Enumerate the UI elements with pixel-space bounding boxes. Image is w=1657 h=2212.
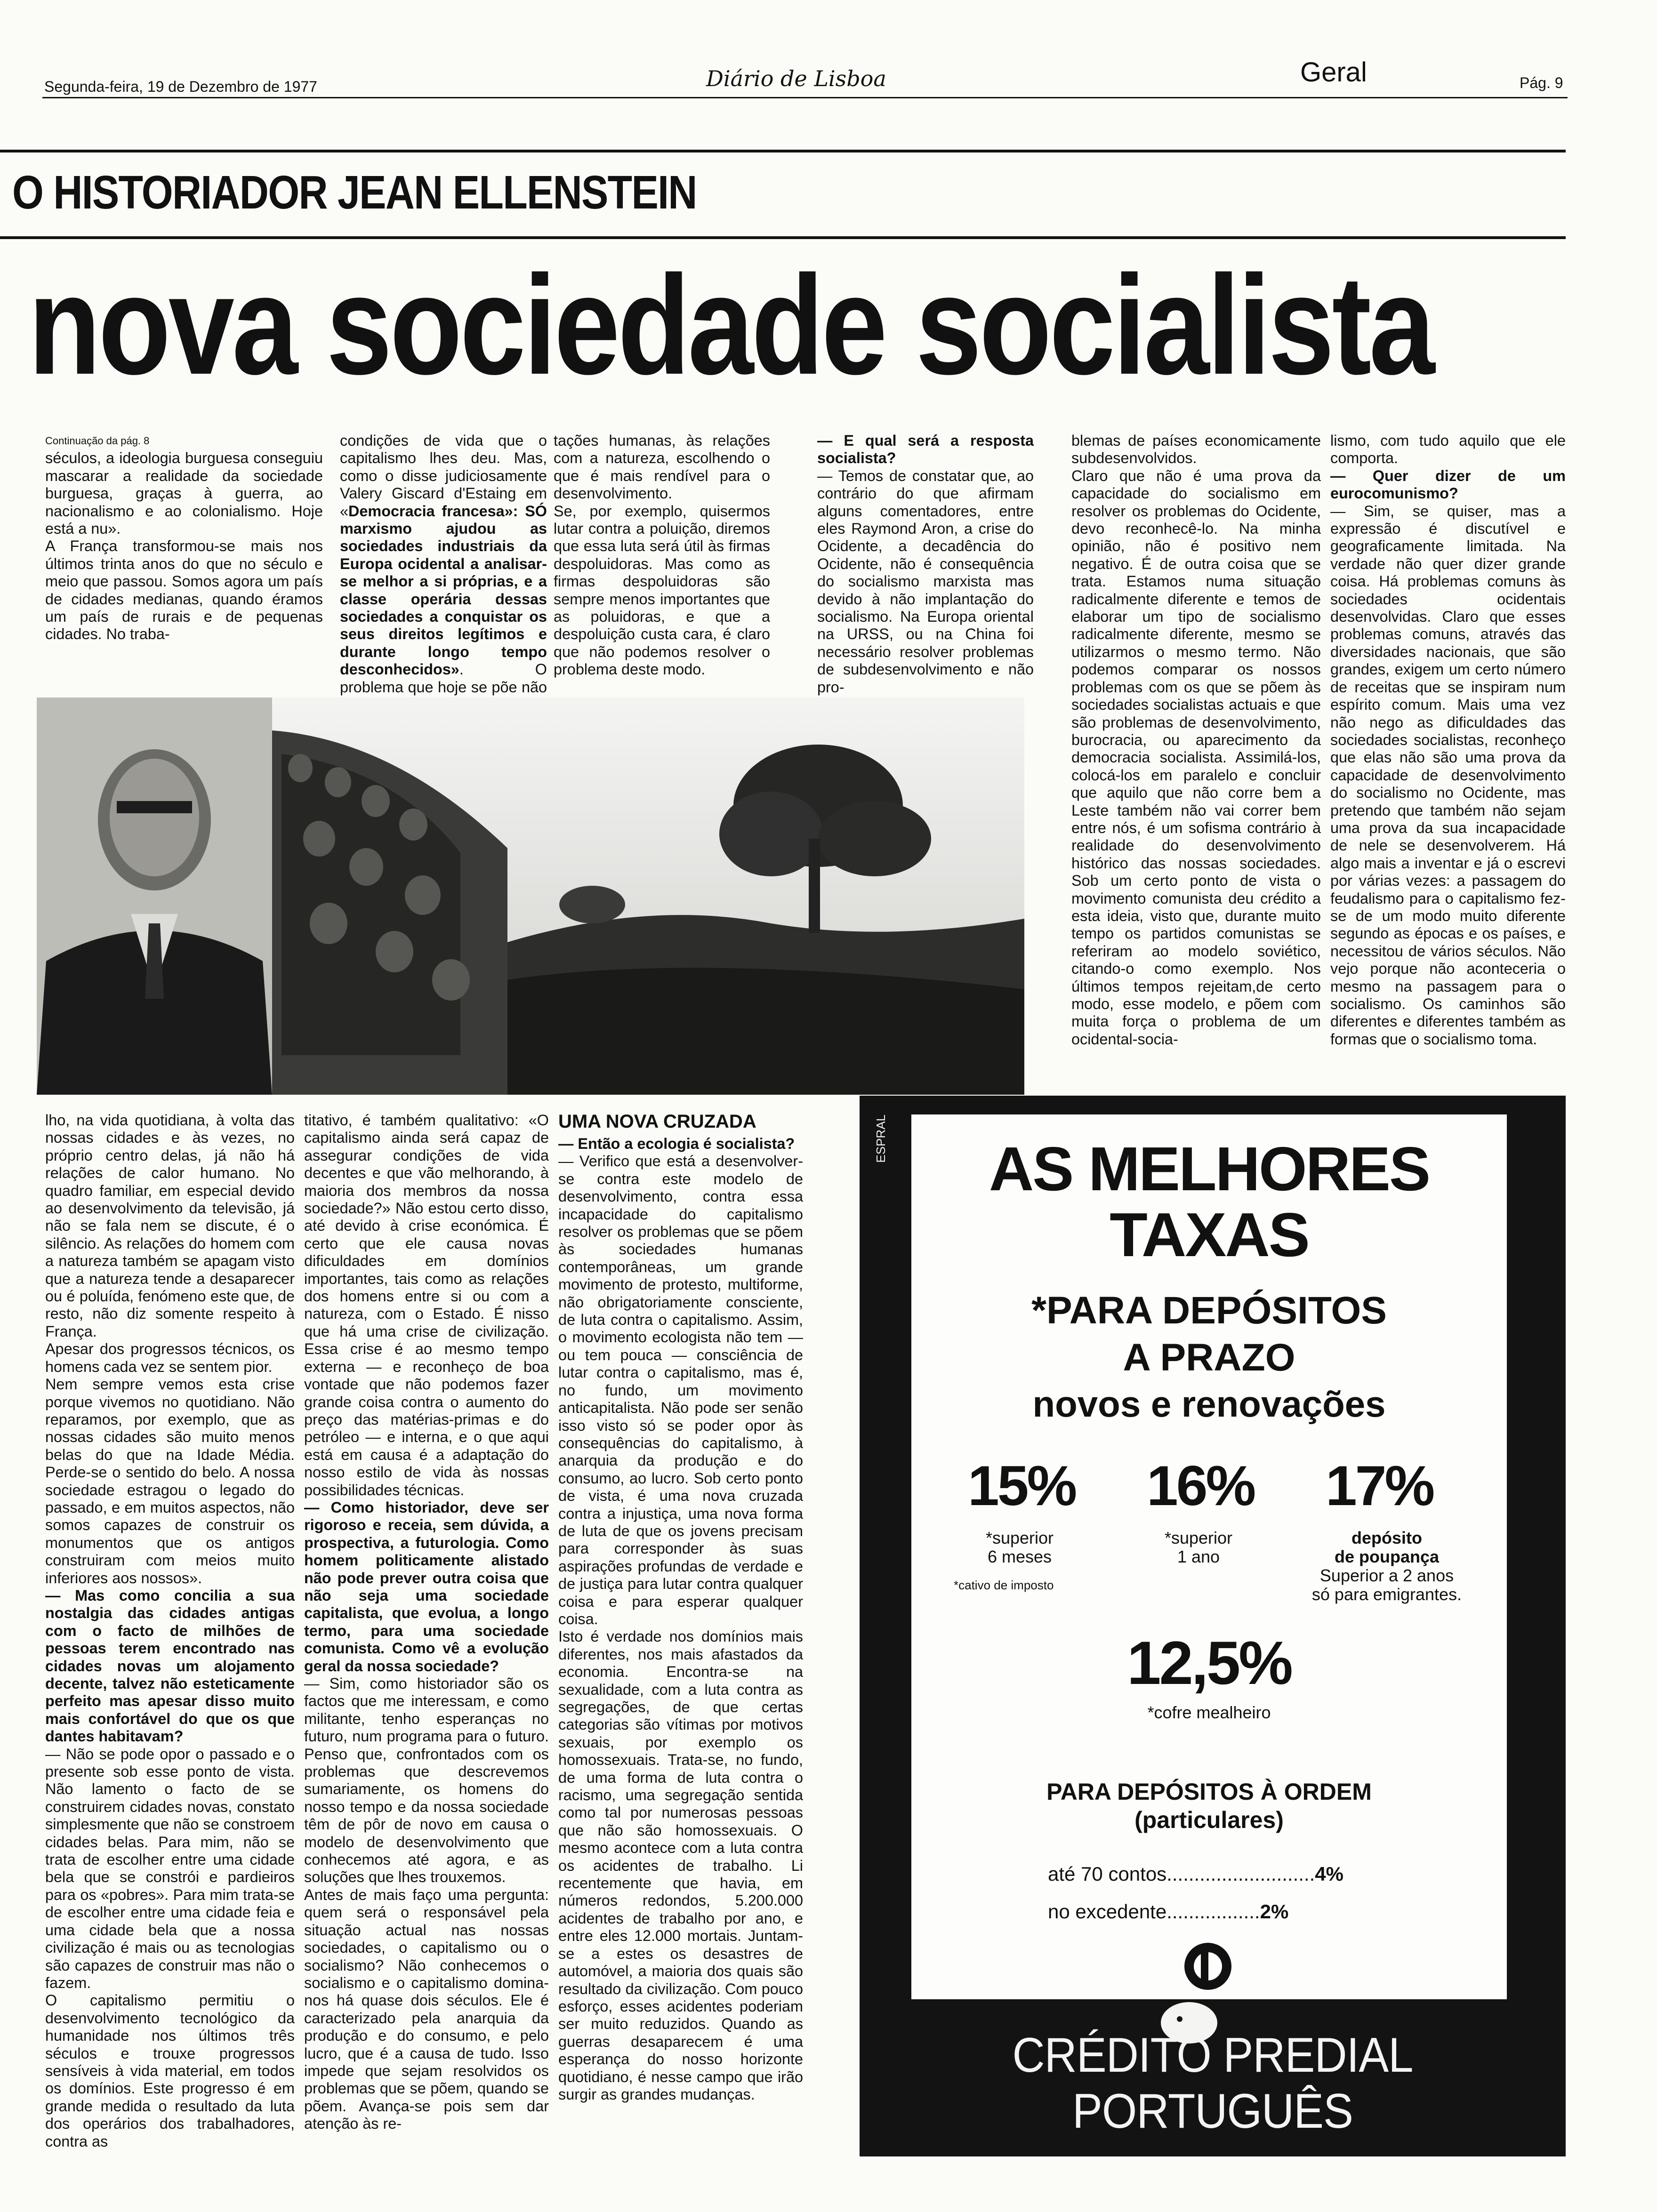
rate-label: *superior 6 meses (985, 1528, 1054, 1566)
paragraph: Isto é verdade nos domínios mais diferentes, nos mais afastados da economia. Encontra-se na sexualidade, com a luta contra as segregações, de que certas categorias são vítimas por motivos sexuais, por exemplo os homossexuais. Trata-se, no fundo, de uma forma de luta contra o racismo, uma segregação sentida como tal por numerosas pessoas que não são homossexuais. O mesmo acontece com a luta contra os acidentes de trabalho. Li recentemente que havia, em números redondos, 5.200.000 acidentes de trabalho por ano, e entre eles 12.000 mortais. Juntam-se a estes os desastres de automóvel, a maioria dos quais são resultado da civilização. Com pouco esforço, esses acidentes poderiam ser muito reduzidos. Quando as guerras desaparecem é uma esperança do nosso horizonte quotidiano, é nesse campo que irão surgir as grandes mudanças. (558, 1628, 803, 2103)
page-number: Pág. 9 (1520, 74, 1563, 91)
paragraph: — Verifico que está a desenvolver-se contra este modelo de desenvolvimento, contra essa incapacidade do capitalismo resolver os problemas que se põem às sociedades humanas contemporâneas, um grande movimento de protesto, multiforme, não obrigatoriamente consciente, de luta contra o capitalismo. Assim, o movimento ecologista não tem — ou tem pouca — consciência de lutar contra o capitalismo, mas é, no fundo, um movimento anticapitalista. Não pode ser senão isso visto só se poder opor às consequências do capitalismo, à anarquia da produção e do consumo, ao lucro. Sob certo ponto de vista, é uma nova cruzada contra a injustiça, uma nova forma de luta de que os jovens precisam para corresponder às suas aspirações profundas de verdade e de justiça para lutar contra qualquer coisa e para esperar qualquer coisa. (558, 1153, 803, 1627)
header-date: Segunda-feira, 19 de Dezembro de 1977 (44, 78, 317, 95)
tax-note: *cativo de imposto (954, 1578, 1054, 1592)
header-rule (42, 97, 1568, 98)
paragraph: Antes de mais faço uma pergunta: quem será o responsável pela situação actual nas nossas sociedades, o capitalismo ou o socialismo? Não conhecemos o socialismo e o capitalismo domina-nos há quase dois séculos. Ele é caracterizado pela anarquia da produção e do consumo, e pelo lucro, que é a causa de tudo. Isso impede que sejam resolvidos os problemas que se põem, quando se põem. Avança-se pois sem dar atenção às re- (304, 1886, 549, 2132)
paragraph: condições de vida que o capitalismo lhes deu. Mas, como o disse judiciosamente Valery Giscard d'Estaing em «Democracia francesa»: SÓ marxismo ajudou as sociedades industriais da Europa ocidental a analisar-se melhor a si próprias, e a classe operária dessas sociedades a conquistar os seus direitos legítimos e durante longo tempo desconhecidos». O problema que hoje se põe não (340, 432, 547, 696)
continuation-note: Continuação da pág. 8 (45, 435, 150, 447)
paragraph: blemas de países economicamente subdesenvolvidos. (1071, 432, 1321, 467)
rate-label: depósito de poupança (1334, 1528, 1440, 1566)
article-headline: nova sociedade socialista (28, 246, 1433, 404)
rate-value: 15% (968, 1454, 1076, 1517)
paragraph: — Temos de constatar que, ao contrário do que afirmam alguns comentadores, entre eles Raymond Aron, a crise do Ocidente, a decadência do Ocidente, não é consequência do socialismo marxista mas devido à não implantação do socialismo. Na Europa oriental na URSS, ou na China foi necessário resolver problemas de subdesenvolvimento e não pro- (817, 467, 1034, 696)
interview-question: — Mas como concilia a sua nostalgia das cidades antigas com o facto de milhões de pessoas terem encontrado nas cidades novas um alojamento decente, talvez não esteticamente perfeito mas apesar disso muito mais confortável do que os que dantes habitavam? (45, 1587, 295, 1745)
paragraph: lismo, com tudo aquilo que ele comporta. (1330, 432, 1566, 467)
section-label: Geral (1300, 57, 1367, 88)
rate-label: *superior 1 ano (1164, 1528, 1233, 1566)
paragraph: Apesar dos progressos técnicos, os homens cada vez se sentem pior. (45, 1340, 295, 1375)
bank-name: CRÉDITO PREDIAL PORTUGUÊS (1012, 2028, 1413, 2139)
paragraph: titativo, é também qualitativo: «O capitalismo ainda será capaz de assegurar condições de vida decentes e que vão melhorando, à maioria dos membros da nossa sociedade?» Não estou certo disso, até devido à crise económica. É certo que ele causa novas dificuldades em domínios importantes, tais como as relações dos homens entre si ou com a natureza, com o Estado. É nisso que há uma crise de civilização. Essa crise é ao mesmo tempo externa — e reconheço de boa vontade que não podemos fazer grande coisa contra o aumento do preço das matérias-primas e do petróleo — e interna, e o que aqui está em causa é a adaptação do nosso estilo de vida às nossas possibilidades técnicas. (304, 1112, 549, 1499)
article-column-3-bottom (558, 1112, 803, 2189)
article-column-3-top (554, 432, 770, 681)
ad-subtitle-2: A PRAZO (1123, 1336, 1295, 1379)
paragraph: Claro que não é uma prova da capacidade do socialismo em resolver os problemas do Ocidente, devo reconhecê-lo. Na minha opinião, não é positivo nem negativo. É de outra coisa que se trata. Estamos numa situação radicalmente diferente e temos de elaborar um tipo de socialismo radicalmente diferente, mesmo se utilizarmos o mesmo termo. Não podemos comparar os nossos problemas com os que se põem às sociedades socialistas actuais e que são problemas de desenvolvimento, burocracia, ou aparecimento da democracia socialista. Assimilá-los, colocá-los em paralelo e concluir que aquilo que não corre bem a Leste também não vai correr bem entre nós, é um sofisma contrário à realidade do desenvolvimento histórico das nossas sociedades. Sob um certo ponto de vista o movimento comunista deu crédito a esta ideia, visto que, durante muito tempo os partidos comunistas se referiram ao modelo soviético, citando-o como exemplo. Nos últimos tempos rejeitam,de certo modo, esse modelo, e põem com muita força o problema de um ocidental-socia- (1071, 467, 1321, 1048)
ad-subtitle-3: novos e renovações (1032, 1383, 1386, 1425)
rate-label: *cofre mealheiro (1147, 1703, 1271, 1722)
ad-line-2: no excedente.................2% (1048, 1900, 1289, 1923)
paragraph: — Sim, se quiser, mas a expressão é discutível e geograficamente limitada. Na verdade não quer dizer grande coisa. Há problemas comuns às sociedades ocidentais desenvolvidas. Claro que esses problemas comuns, através das diversidades nacionais, que são grandes, exigem um certo número de receitas que se inspiram num espírito comum. Mais uma vez não nego as dificuldades das sociedades socialistas, reconheço que elas não são uma prova da capacidade de desenvolvimento do socialismo no Ocidente, mas pretendo que também não sejam uma prova da sua incapacidade de nele se desenvolverem. Há algo mais a inventar e já o escrevi por várias vezes: a passagem do feudalismo para o capitalismo fez-se de um modo muito diferente segundo as épocas e os países, e necessitou de vários séculos. Não vejo porque não aconteceria o mesmo na passagem para o socialismo. Os caminhos são diferentes e diferentes também as formas que o socialismo toma. (1330, 502, 1566, 1048)
paragraph: Nem sempre vemos esta crise porque vivemos no quotidiano. Não reparamos, por exemplo, que as nossas cidades são muito menos belas do que na Idade Média. Perde-se o sentido do belo. A nossa sociedade estragou o legado do passado, e em muitos aspectos, não somos capazes de construir os monumentos que os antigos construiram com meios muito inferiores aos nossos». (45, 1376, 295, 1587)
ad-ordem-subtitle: (particulares) (1134, 1807, 1284, 1833)
interview-question: — Como historiador, deve ser rigoroso e receia, sem dúvida, a prospectiva, a futurologia. Como homem politicamente alistado não pode prever outra coisa que não seja uma sociedade capitalista, que evolua, a longo termo, para uma sociedade comunista. Como vê a evolução geral da nossa sociedade? (304, 1499, 549, 1675)
paragraph: — Não se pode opor o passado e o presente sob esse ponto de vista. Não lamento o facto de se construirem cidades novas, constato simplesmente que não se constroem cidades belas. Para mim, não se trata de escolher entre uma cidade bela que se constrói e pardieiros para os «pobres». Para mim trata-se de escolher entre uma cidade feia e uma cidade bela que a nossa civilização é mais ou as tecnologias são capazes de construir mas não o fazem. (45, 1745, 295, 1991)
section-subhead: UMA NOVA CRUZADA (558, 1111, 756, 1132)
paragraph: O capitalismo permitiu o desenvolvimento tecnológico da humanidade nos últimos três séculos e trouxe progressos sensíveis à vida material, em todos os domínios. Este progresso é em grande medida o resultado da luta dos operários dos trabalhadores, contra as (45, 1992, 295, 2150)
article-column-6-top (1330, 432, 1566, 1082)
interview-question: — Quer dizer de um eurocomunismo? (1330, 467, 1566, 502)
rate-value: 12,5% (1127, 1628, 1291, 1697)
interview-question: — E qual será a resposta socialista? (817, 432, 1034, 467)
newspaper-masthead: Diário de Lisboa (706, 66, 886, 91)
article-column-5-top (1071, 432, 1321, 1082)
ad-panel (911, 1114, 1507, 1999)
ad-subtitle-1: *PARA DEPÓSITOS (1031, 1289, 1387, 1332)
kicker-top-rule (0, 150, 1566, 152)
kicker-bottom-rule (0, 236, 1566, 239)
article-column-2-top (340, 432, 547, 696)
article-column-1-bottom (45, 1112, 295, 2189)
portrait-photo (37, 697, 272, 1095)
photo-montage (37, 697, 1024, 1095)
bank-advertisement (860, 1096, 1566, 2156)
ad-line-1: até 70 contos...........................4% (1048, 1863, 1343, 1885)
paragraph: — Sim, como historiador são os factos que me interessam, e como militante, tenho esperanças no futuro, num programa para o futuro. Penso que, confrontados com os problemas que descrevemos sumariamente, os homens do nosso tempo e da nossa sociedade têm de pôr de novo em causa o modelo de desenvolvimento que conhecemos até agora, e as soluções que lhes trouxemos. (304, 1675, 549, 1886)
ad-title-line-1: AS MELHORES (989, 1134, 1430, 1203)
article-column-4-top (817, 432, 1034, 696)
ad-title-line-2: TAXAS (1110, 1200, 1309, 1269)
paragraph: tações humanas, às relações com a natureza, escolhendo o que é mais rendível para o desenvolvimento. (554, 432, 770, 502)
article-column-1-top (45, 432, 323, 681)
paragraph: Se, por exemplo, quisermos lutar contra a poluição, diremos que essa luta será útil às firmas despoluidoras. Mas como as firmas despoluidoras são sempre menos importantes que as poluidoras, e que a despoluição custa cara, é claro que não podemos resolver o problema deste modo. (554, 502, 770, 678)
article-kicker: O HISTORIADOR JEAN ELLENSTEIN (12, 166, 697, 219)
paragraph: A França transformou-se mais nos últimos trinta anos do que no século e meio que passou. Somos agora um país de cidades medianas, quando éramos um país de rurais e de pequenas cidades. No traba- (45, 537, 323, 643)
rate-value: 16% (1147, 1454, 1255, 1517)
bank-logo-icon (1175, 1938, 1241, 1995)
article-photo (37, 697, 1024, 1095)
article-column-2-bottom (304, 1112, 549, 2189)
rate-extra: Superior a 2 anos só para emigrantes. (1311, 1566, 1462, 1604)
ad-ordem-title: PARA DEPÓSITOS À ORDEM (1046, 1779, 1372, 1805)
ad-agency-mark: ESPRAL (874, 1114, 888, 1163)
interview-question: — Então a ecologia é socialista? (558, 1135, 795, 1152)
rate-value: 17% (1326, 1454, 1433, 1517)
paragraph: lho, na vida quotidiana, à volta das nossas cidades e às vezes, no próprio centro delas, já não há relações de calor humano. No quadro familiar, em especial devido ao desenvolvimento da televisão, já não se fala nem se discute, é o silêncio. As relações do homem com a natureza também se apagam visto que a natureza tende a desaparecer ou é poluída, fenómeno este que, de resto, não diz somente respeito à França. (45, 1112, 295, 1340)
paragraph: séculos, a ideologia burguesa conseguiu mascarar a realidade da sociedade burguesa, graças à guerra, ao nacionalismo e ao colonialismo. Hoje está a nu». (45, 449, 323, 537)
